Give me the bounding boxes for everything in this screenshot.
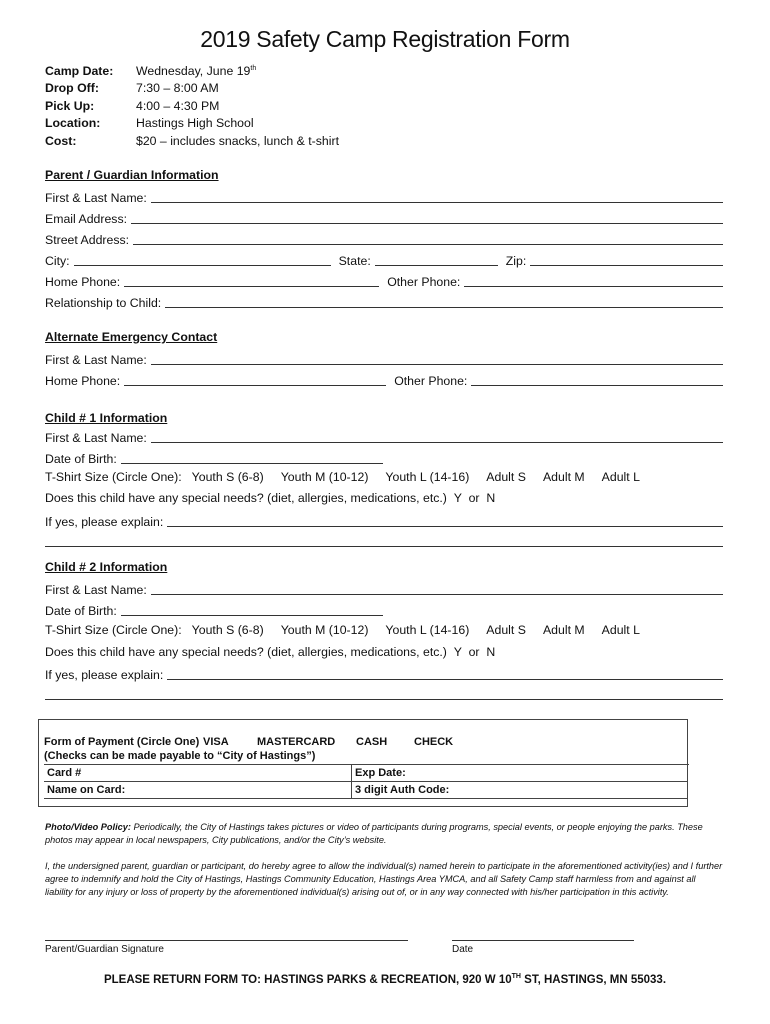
payment-inner (44, 734, 689, 799)
child1-name-label: First & Last Name: (45, 431, 147, 445)
date-label: Date (452, 944, 474, 955)
return-instructions: PLEASE RETURN FORM TO: HASTINGS PARKS & RECREATION, 920 W 10TH ST, HASTINGS, MN 55033. (103, 973, 667, 986)
parent-address-row (45, 252, 723, 268)
parent-home-phone-line[interactable] (124, 286, 379, 287)
cost-value: $20 – includes snacks, lunch & t-shirt (136, 133, 340, 148)
photo-policy-text: Periodically, the City of Hastings takes pictures or video of participants during programs, special events, or people enjoying the parks. These photos may appear in local newspapers, City publications, and/or the City’s website. (45, 822, 703, 845)
payment-mastercard-option[interactable]: MASTERCARD (257, 736, 336, 748)
child2-yes-no-option[interactable]: Y or N (453, 645, 496, 659)
relationship-line[interactable] (165, 307, 723, 308)
child1-explain-field[interactable] (45, 513, 723, 529)
child2-special-needs-question: Does this child have any special needs? (diet, allergies, medications, etc.) (45, 645, 447, 659)
child1-size-option[interactable]: Youth L (14-16) (385, 470, 470, 484)
parent-street-label: Street Address: (45, 233, 130, 247)
parent-name-label: First & Last Name: (45, 191, 147, 205)
child2-size-option[interactable]: Adult S (486, 623, 526, 637)
child1-tshirt-label: T-Shirt Size (Circle One): (45, 470, 182, 484)
child2-tshirt-row (45, 623, 657, 637)
alternate-name-line[interactable] (151, 364, 723, 365)
card-number-field[interactable]: Card # (44, 765, 352, 782)
payment-method-row (44, 734, 689, 750)
child2-explain-line-2[interactable] (45, 699, 723, 700)
camp-date-label: Camp Date: (45, 63, 114, 78)
child2-name-line[interactable] (151, 594, 723, 595)
city-line[interactable] (74, 265, 331, 266)
drop-off-value: 7:30 – 8:00 AM (136, 81, 219, 96)
child2-dob-label: Date of Birth: (45, 604, 117, 618)
camp-info (45, 62, 339, 150)
child1-size-option[interactable]: Adult L (601, 470, 640, 484)
exp-date-field[interactable]: Exp Date: (352, 765, 688, 782)
child2-dob-line[interactable] (121, 615, 383, 616)
camp-date-row (45, 62, 339, 80)
child2-size-option[interactable]: Adult M (542, 623, 585, 637)
auth-code-field[interactable]: 3 digit Auth Code: (352, 782, 688, 799)
alternate-other-phone-line[interactable] (471, 385, 723, 386)
child1-size-option[interactable]: Adult M (542, 470, 585, 484)
camp-date-value: Wednesday, June 19th (136, 63, 257, 78)
child1-special-needs-row (45, 491, 495, 505)
location-value: Hastings High School (136, 116, 254, 131)
parent-name-line[interactable] (151, 202, 723, 203)
city-label: City: (45, 254, 70, 268)
parent-email-label: Email Address: (45, 212, 128, 226)
child1-dob-label: Date of Birth: (45, 452, 117, 466)
child2-heading: Child # 2 Information (45, 560, 168, 574)
state-label: State: (338, 254, 371, 268)
child2-tshirt-label: T-Shirt Size (Circle One): (45, 623, 182, 637)
child1-explain-label: If yes, please explain: (45, 515, 164, 529)
parent-email-field[interactable] (45, 210, 723, 226)
child1-dob-line[interactable] (121, 463, 383, 464)
date-line[interactable] (452, 940, 634, 941)
child1-special-needs-question: Does this child have any special needs? (diet, allergies, medications, etc.) (45, 491, 447, 505)
alternate-name-label: First & Last Name: (45, 353, 147, 367)
parent-other-phone-label: Other Phone: (387, 275, 461, 289)
child1-name-field[interactable] (45, 429, 723, 445)
parent-email-line[interactable] (131, 223, 723, 224)
alternate-home-phone-line[interactable] (124, 385, 386, 386)
zip-label: Zip: (505, 254, 527, 268)
child2-size-option[interactable]: Youth S (6-8) (191, 623, 264, 637)
parent-name-field[interactable] (45, 189, 723, 205)
child2-special-needs-row (45, 645, 495, 659)
child2-size-option[interactable]: Youth M (10-12) (280, 623, 369, 637)
parent-heading: Parent / Guardian Information (45, 168, 219, 182)
child2-explain-label: If yes, please explain: (45, 668, 164, 682)
payment-form-label: Form of Payment (Circle One) (44, 736, 200, 748)
name-on-card-field[interactable]: Name on Card: (44, 782, 352, 799)
child2-size-option[interactable]: Adult L (601, 623, 640, 637)
payment-details-grid (44, 764, 689, 799)
child2-name-label: First & Last Name: (45, 583, 147, 597)
alternate-other-phone-label: Other Phone: (394, 374, 468, 388)
alternate-home-phone-label: Home Phone: (45, 374, 121, 388)
child1-yes-no-option[interactable]: Y or N (453, 491, 496, 505)
child2-dob-field[interactable] (45, 602, 723, 618)
child1-explain-line-2[interactable] (45, 546, 723, 547)
photo-video-policy (45, 821, 725, 847)
child1-explain-line[interactable] (167, 526, 723, 527)
payment-visa-option[interactable]: VISA (203, 736, 229, 748)
child1-dob-field[interactable] (45, 450, 723, 466)
child2-explain-field[interactable] (45, 666, 723, 682)
child1-size-option[interactable]: Adult S (486, 470, 526, 484)
signature-label: Parent/Guardian Signature (45, 944, 164, 955)
relationship-field[interactable] (45, 294, 723, 310)
drop-off-row (45, 80, 339, 98)
pick-up-value: 4:00 – 4:30 PM (136, 98, 220, 113)
zip-line[interactable] (530, 265, 723, 266)
parent-other-phone-line[interactable] (464, 286, 723, 287)
state-line[interactable] (375, 265, 498, 266)
signature-line[interactable] (45, 940, 408, 941)
checks-payable-note: (Checks can be made payable to “City of Hastings”) (44, 750, 316, 762)
parent-street-line[interactable] (133, 244, 723, 245)
child1-size-option[interactable]: Youth S (6-8) (191, 470, 264, 484)
location-label: Location: (45, 116, 101, 131)
waiver-text: I, the undersigned parent, guardian or participant, do hereby agree to allow the individual(s) named herein to participate in the aforementioned activity(ies) and I further agree to indemnify and hold the City of Hastings, Hastings Community Education, Hastings Area YMCA, and all Safety Camp staff harmless from and against all liability for any injury or loss of property by the aforementioned individual(s) arising out of, or in any way connected with his/her participation in this activity. (45, 861, 723, 897)
child1-heading: Child # 1 Information (45, 411, 168, 425)
pick-up-row (45, 97, 339, 115)
photo-policy-title: Photo/Video Policy: (45, 822, 131, 832)
pick-up-label: Pick Up: (45, 98, 95, 113)
drop-off-label: Drop Off: (45, 81, 99, 96)
camp-date-suffix: th (250, 64, 257, 72)
child1-tshirt-row (45, 470, 657, 484)
parent-street-field[interactable] (45, 231, 723, 247)
footer-th-superscript: TH (511, 973, 521, 980)
child2-explain-line[interactable] (167, 679, 723, 680)
parent-phone-row (45, 273, 723, 289)
parent-home-phone-label: Home Phone: (45, 275, 121, 289)
cost-label: Cost: (45, 133, 77, 148)
location-row (45, 115, 339, 133)
payment-check-option[interactable]: CHECK (414, 736, 454, 748)
alternate-phone-row (45, 372, 723, 388)
child1-name-line[interactable] (151, 442, 723, 443)
cost-row (45, 132, 339, 150)
alternate-name-field[interactable] (45, 351, 723, 367)
child2-name-field[interactable] (45, 581, 723, 597)
form-title: 2019 Safety Camp Registration Form (200, 26, 570, 52)
relationship-label: Relationship to Child: (45, 296, 162, 310)
payment-cash-option[interactable]: CASH (356, 736, 388, 748)
alternate-heading: Alternate Emergency Contact (45, 330, 218, 344)
payment-box (38, 719, 688, 807)
child1-size-option[interactable]: Youth M (10-12) (280, 470, 369, 484)
child2-size-option[interactable]: Youth L (14-16) (385, 623, 470, 637)
